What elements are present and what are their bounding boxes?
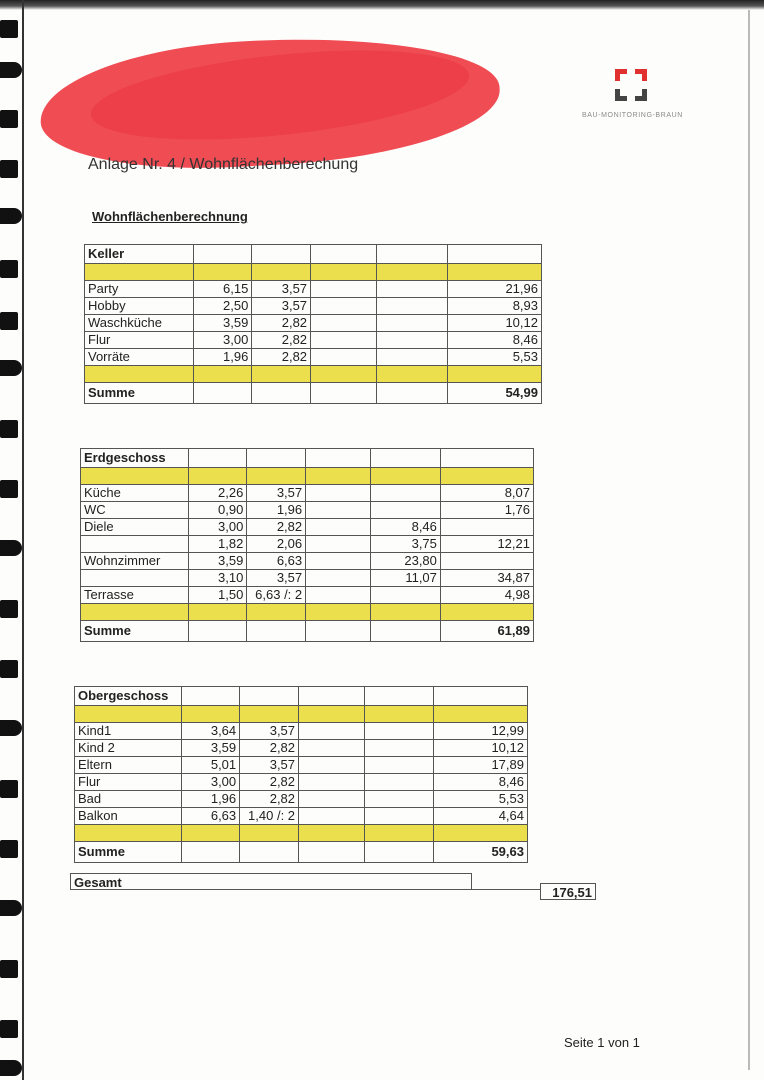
binder-hole [0,660,18,678]
highlight-cell [189,604,247,621]
dimension-a: 3,00 [181,774,239,791]
binder-hole [0,900,22,916]
table-row [85,349,542,366]
partial-area [377,332,447,349]
room-name: Flur [85,332,194,349]
header-cell [193,245,252,264]
dimension-b: 3,57 [240,723,299,740]
dimension-b: 3,57 [247,570,306,587]
room-name: Party [85,281,194,298]
partial-area [377,298,447,315]
sum-row [75,842,528,863]
highlight-cell [306,604,371,621]
room-name: Diele [81,519,189,536]
room-name [81,570,189,587]
empty-cell [377,383,447,404]
room-area: 10,12 [434,740,528,757]
highlight-cell [240,706,299,723]
dimension-b: 2,82 [252,315,311,332]
room-area: 8,07 [440,485,533,502]
partial-area [364,774,434,791]
empty-cell [311,332,377,349]
header-cell [377,245,447,264]
highlight-cell [189,468,247,485]
sum-label: Summe [75,842,182,863]
empty-cell [311,281,377,298]
room-area: 8,46 [434,774,528,791]
room-area: 12,99 [434,723,528,740]
empty-cell [299,774,365,791]
table-row [81,536,534,553]
highlight-cell [364,825,434,842]
sum-label: Summe [85,383,194,404]
binder-hole [0,1060,22,1076]
gesamt-value: 176,51 [540,883,596,900]
dimension-a: 3,64 [181,723,239,740]
erdgeschoss-table [80,448,534,642]
partial-area [377,349,447,366]
dimension-a: 2,50 [193,298,252,315]
sum-row [81,621,534,642]
room-name: Hobby [85,298,194,315]
empty-cell [181,842,239,863]
dimension-b: 2,82 [240,791,299,808]
table-row [75,808,528,825]
highlight-cell [377,264,447,281]
dimension-a: 3,59 [193,315,252,332]
empty-cell [311,349,377,366]
sum-value: 54,99 [447,383,541,404]
empty-cell [306,621,371,642]
highlight-cell [181,825,239,842]
header-cell [252,245,311,264]
room-name: Bad [75,791,182,808]
dimension-b: 2,82 [240,740,299,757]
highlight-cell [371,468,441,485]
room-area [440,519,533,536]
header-cell [306,449,371,468]
sum-value: 59,63 [434,842,528,863]
empty-cell [299,757,365,774]
highlight-row [85,264,542,281]
empty-cell [299,791,365,808]
table-row [81,587,534,604]
room-area: 21,96 [447,281,541,298]
binder-hole [0,20,18,38]
room-area: 1,76 [440,502,533,519]
dimension-a: 1,82 [189,536,247,553]
section-title: Obergeschoss [75,687,182,706]
highlight-cell [299,825,365,842]
room-name: WC [81,502,189,519]
header-cell [189,449,247,468]
keller-table [84,244,542,404]
dimension-a: 3,59 [189,553,247,570]
document-subtitle: Anlage Nr. 4 / Wohnflächenberechung [88,156,359,173]
room-area: 4,98 [440,587,533,604]
room-area: 8,93 [447,298,541,315]
header-cell [434,687,528,706]
room-name: Flur [75,774,182,791]
empty-cell [306,570,371,587]
empty-cell [311,315,377,332]
highlight-cell [240,825,299,842]
room-name: Wohnzimmer [81,553,189,570]
dimension-b: 2,82 [252,332,311,349]
table-row [85,281,542,298]
table-row [75,740,528,757]
table-row [85,315,542,332]
highlight-cell [311,264,377,281]
highlight-cell [181,706,239,723]
binder-spine [0,0,26,1080]
room-name: Vorräte [85,349,194,366]
highlight-cell [193,264,252,281]
header-cell [181,687,239,706]
binder-hole [0,420,18,438]
empty-cell [299,723,365,740]
empty-cell [306,587,371,604]
highlight-cell [377,366,447,383]
binder-hole [0,600,18,618]
room-area: 12,21 [440,536,533,553]
highlight-cell [311,366,377,383]
binder-hole [0,312,18,330]
empty-cell [311,383,377,404]
dimension-a: 0,90 [189,502,247,519]
section-title: Erdgeschoss [81,449,189,468]
highlight-cell [75,825,182,842]
empty-cell [306,485,371,502]
gesamt-label: Gesamt [74,875,122,890]
partial-area [364,791,434,808]
dimension-a: 3,00 [193,332,252,349]
sum-value: 61,89 [440,621,533,642]
section-header-row [81,449,534,468]
highlight-cell [252,264,311,281]
page-title: Wohnflächenberechnung [92,209,248,224]
company-name: BAU-MONITORING-BRAUN [582,112,683,119]
highlight-cell [371,604,441,621]
dimension-a: 3,10 [189,570,247,587]
partial-area [377,281,447,298]
highlight-cell [434,706,528,723]
dimension-b: 2,06 [247,536,306,553]
table-row [81,502,534,519]
gesamt-underline [70,889,540,890]
dimension-a: 3,59 [181,740,239,757]
room-area: 4,64 [434,808,528,825]
binder-hole [0,540,22,556]
gesamt-label-box [70,873,472,890]
room-area: 10,12 [447,315,541,332]
room-name: Waschküche [85,315,194,332]
empty-cell [371,621,441,642]
page-number: Seite 1 von 1 [564,1035,640,1050]
company-logo-icon [614,68,648,102]
empty-cell [306,536,371,553]
empty-cell [299,740,365,757]
binder-hole [0,960,18,978]
section-header-row [75,687,528,706]
highlight-cell [247,604,306,621]
header-cell [240,687,299,706]
dimension-a: 1,96 [193,349,252,366]
empty-cell [299,808,365,825]
highlight-cell [434,825,528,842]
section-header-row [85,245,542,264]
binder-hole [0,1020,18,1038]
dimension-a: 5,01 [181,757,239,774]
room-area: 5,53 [434,791,528,808]
table-row [75,791,528,808]
binder-hole [0,360,22,376]
dimension-a: 6,15 [193,281,252,298]
partial-area [371,587,441,604]
section-title: Keller [85,245,194,264]
empty-cell [306,519,371,536]
header-cell [247,449,306,468]
highlight-cell [440,604,533,621]
highlight-cell [306,468,371,485]
table-row [81,485,534,502]
header-cell [447,245,541,264]
dimension-a: 3,00 [189,519,247,536]
dimension-b: 6,63 /: 2 [247,587,306,604]
dimension-b: 2,82 [252,349,311,366]
binder-hole [0,160,18,178]
binder-hole [0,208,22,224]
dimension-a: 6,63 [181,808,239,825]
empty-cell [311,298,377,315]
partial-area: 3,75 [371,536,441,553]
dimension-b: 2,82 [247,519,306,536]
highlight-cell [247,468,306,485]
header-cell [440,449,533,468]
room-area: 8,46 [447,332,541,349]
partial-area [364,740,434,757]
partial-area [364,723,434,740]
dimension-a: 2,26 [189,485,247,502]
highlight-cell [447,264,541,281]
dimension-b: 3,57 [252,281,311,298]
binder-hole [0,110,18,128]
binder-hole [0,62,22,78]
header-cell [364,687,434,706]
sum-row [85,383,542,404]
partial-area [377,315,447,332]
highlight-row [81,604,534,621]
table-row [75,723,528,740]
room-name: Eltern [75,757,182,774]
sum-label: Summe [81,621,189,642]
scan-right-edge [748,10,750,1070]
highlight-cell [81,468,189,485]
scan-top-edge [0,0,764,10]
binder-hole [0,780,18,798]
dimension-b: 1,40 /: 2 [240,808,299,825]
table-row [85,298,542,315]
header-cell [311,245,377,264]
highlight-row [81,468,534,485]
dimension-a: 1,96 [181,791,239,808]
dimension-b: 3,57 [240,757,299,774]
partial-area [371,485,441,502]
gesamt-row [70,873,592,900]
room-name [81,536,189,553]
highlight-row [75,706,528,723]
dimension-b: 2,82 [240,774,299,791]
empty-cell [306,502,371,519]
dimension-b: 6,63 [247,553,306,570]
highlight-cell [440,468,533,485]
room-area [440,553,533,570]
room-name: Kind 2 [75,740,182,757]
highlight-cell [81,604,189,621]
room-area: 5,53 [447,349,541,366]
partial-area: 11,07 [371,570,441,587]
table-row [81,553,534,570]
room-area: 17,89 [434,757,528,774]
table-row [75,757,528,774]
highlight-cell [364,706,434,723]
table-row [81,570,534,587]
room-name: Kind1 [75,723,182,740]
obergeschoss-table [74,686,528,863]
room-name: Balkon [75,808,182,825]
empty-cell [247,621,306,642]
highlight-row [85,366,542,383]
empty-cell [193,383,252,404]
partial-area: 8,46 [371,519,441,536]
empty-cell [306,553,371,570]
highlight-cell [252,366,311,383]
partial-area: 23,80 [371,553,441,570]
header-cell [371,449,441,468]
room-name: Terrasse [81,587,189,604]
binder-hole [0,480,18,498]
partial-area [364,757,434,774]
room-name: Küche [81,485,189,502]
highlight-cell [85,264,194,281]
table-row [85,332,542,349]
header-cell [299,687,365,706]
table-row [81,519,534,536]
empty-cell [189,621,247,642]
dimension-b: 3,57 [247,485,306,502]
highlight-cell [299,706,365,723]
empty-cell [364,842,434,863]
highlight-cell [447,366,541,383]
binder-hole [0,260,18,278]
empty-cell [252,383,311,404]
partial-area [371,502,441,519]
highlight-row [75,825,528,842]
empty-cell [240,842,299,863]
dimension-b: 3,57 [252,298,311,315]
highlight-cell [75,706,182,723]
highlight-cell [85,366,194,383]
dimension-b: 1,96 [247,502,306,519]
room-area: 34,87 [440,570,533,587]
binder-hole [0,840,18,858]
binder-hole [0,720,22,736]
table-row [75,774,528,791]
dimension-a: 1,50 [189,587,247,604]
partial-area [364,808,434,825]
highlight-cell [193,366,252,383]
empty-cell [299,842,365,863]
